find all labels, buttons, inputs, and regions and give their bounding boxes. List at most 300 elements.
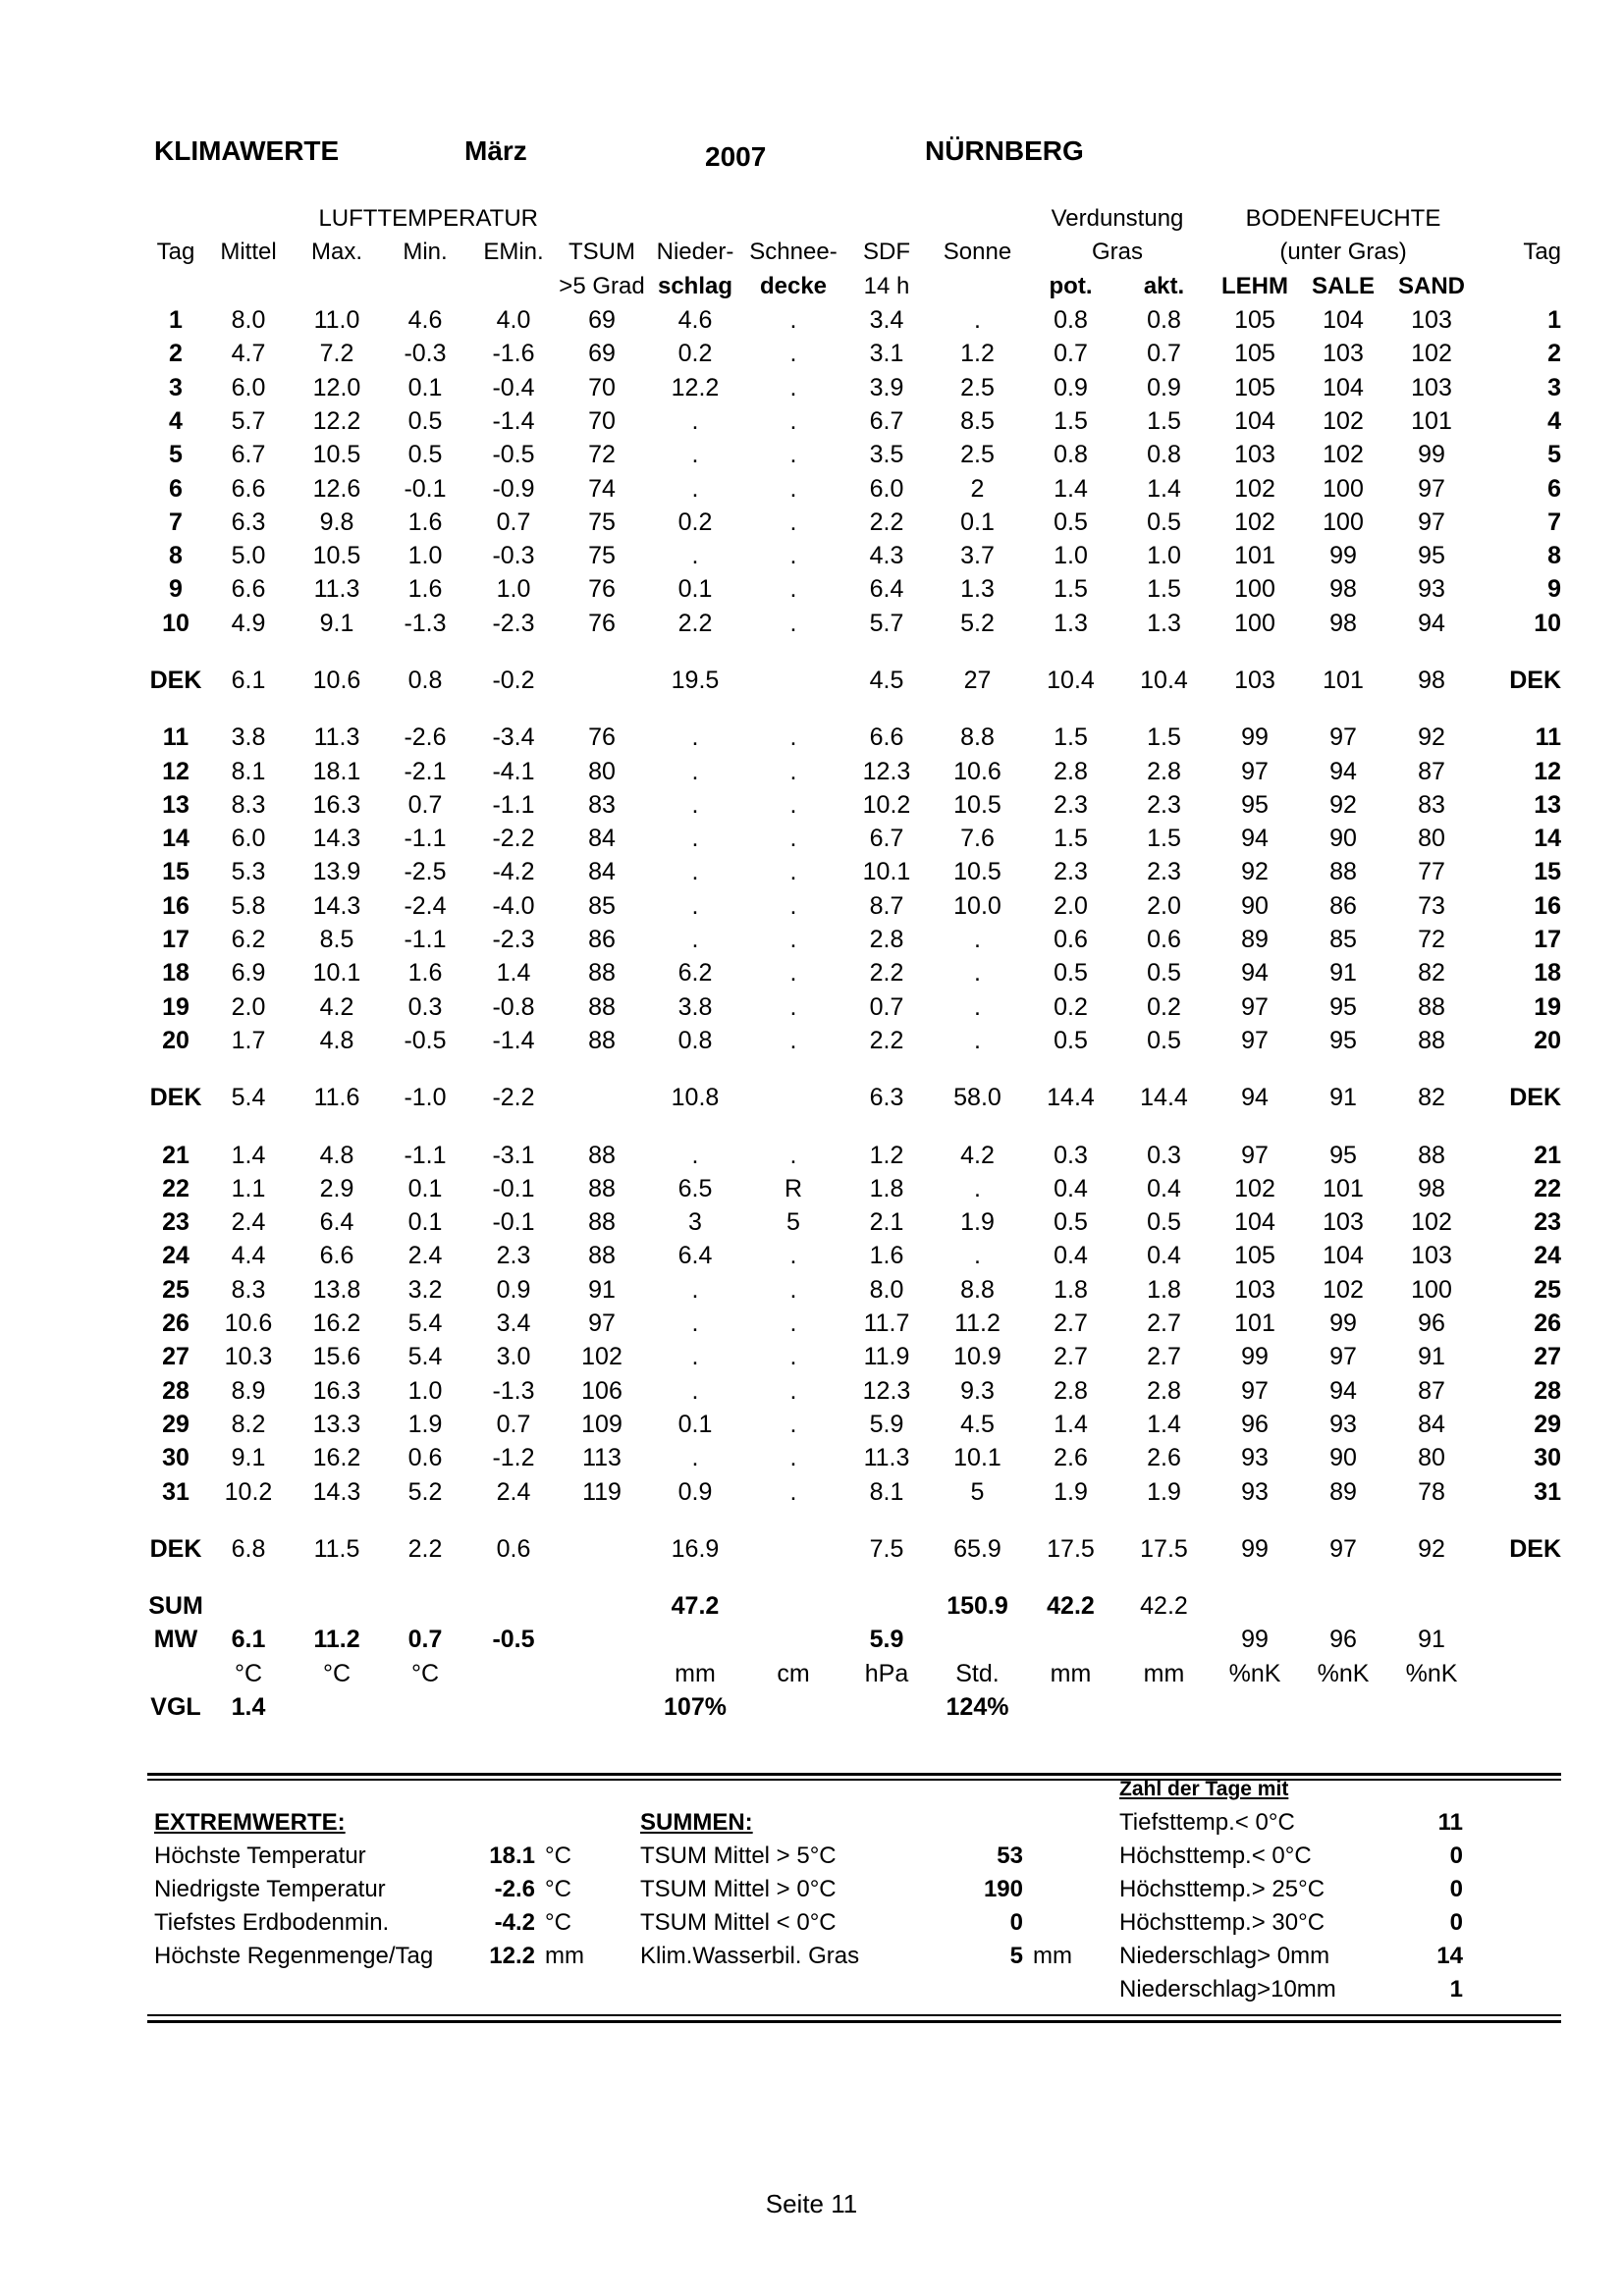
table-cell: 0.5 <box>1054 507 1088 536</box>
table-cell: 119 <box>582 1477 622 1506</box>
table-cell: 1.4 <box>231 1693 266 1722</box>
table-cell: 65.9 <box>953 1534 1001 1563</box>
table-cell: 2.2 <box>407 1534 443 1563</box>
table-cell <box>931 1623 1024 1656</box>
summary-label: Niederschlag> 0mm <box>1119 1943 1330 1969</box>
table-cell: 86 <box>1329 891 1357 920</box>
table-cell: 26 <box>1534 1309 1562 1338</box>
table-cell: 7.2 <box>319 340 354 368</box>
table-cell: 10.6 <box>312 667 361 694</box>
table-cell: 3.5 <box>869 441 904 469</box>
table-cell: 2.4 <box>496 1477 531 1506</box>
table-cell: 17 <box>1534 926 1562 954</box>
table-cell: 15.6 <box>312 1343 361 1371</box>
table-cell: 5 <box>169 441 183 469</box>
summary-label: Höchsttemp.> 30°C <box>1119 1909 1325 1936</box>
summary-value: 1 <box>1449 1976 1463 2002</box>
summary-line <box>1119 1973 1492 2006</box>
table-cell: 8.5 <box>960 406 995 435</box>
table-cell: 19 <box>1534 992 1562 1021</box>
table-cell: 0.2 <box>1147 992 1181 1021</box>
table-cell: 0.6 <box>496 1534 531 1563</box>
table-cell: 30 <box>162 1444 189 1472</box>
summen-block <box>640 1806 1072 2022</box>
table-cell: . <box>789 1444 797 1472</box>
table-cell: 7.5 <box>869 1534 904 1563</box>
table-cell: 91 <box>1418 1343 1445 1371</box>
table-cell <box>558 1589 646 1623</box>
summary-unit: mm <box>1033 1943 1072 1969</box>
table-cell: 0.7 <box>407 790 443 819</box>
table-cell: 0.5 <box>1147 1208 1181 1237</box>
table-cell: 73 <box>1418 891 1445 920</box>
table-cell: 4.5 <box>869 667 904 694</box>
table-cell: . <box>789 1477 797 1506</box>
table-cell: 2.2 <box>869 1026 904 1054</box>
table-cell: 2.3 <box>496 1242 531 1270</box>
table-cell: 103 <box>1411 306 1452 335</box>
table-cell: . <box>789 441 797 469</box>
table-cell: 102 <box>1323 1275 1364 1304</box>
table-cell: 91 <box>1329 959 1357 988</box>
table-cell: 150.9 <box>947 1592 1008 1621</box>
day-row <box>147 438 1561 471</box>
col-unter-gras: (unter Gras) <box>1279 239 1407 266</box>
table-cell: 13.3 <box>312 1410 361 1438</box>
table-cell: . <box>789 373 797 401</box>
divider-bottom <box>147 2020 1561 2023</box>
table-cell: 88 <box>1418 1141 1445 1169</box>
day-row <box>147 1474 1561 1508</box>
table-cell: 6.1 <box>231 1626 266 1654</box>
table-cell: 105 <box>1234 1242 1275 1270</box>
table-cell <box>1211 1589 1299 1623</box>
table-cell: 8.8 <box>960 723 995 752</box>
table-cell: 21 <box>1534 1141 1562 1169</box>
table-cell: 102 <box>1323 441 1364 469</box>
table-cell: 0.4 <box>1054 1242 1088 1270</box>
summary-label: Tiefsttemp.< 0°C <box>1119 1809 1295 1836</box>
table-cell: 1.5 <box>1147 723 1181 752</box>
table-cell: 80 <box>1418 1444 1445 1472</box>
table-cell: 0.5 <box>1147 507 1181 536</box>
summary-value: 14 <box>1436 1943 1463 1969</box>
table-cell: 101 <box>1234 542 1275 570</box>
table-cell: 1.9 <box>1147 1477 1181 1506</box>
table-cell: 98 <box>1329 575 1357 604</box>
col-sand: SAND <box>1398 272 1466 299</box>
table-cell: 23 <box>162 1208 189 1237</box>
table-cell: 3 <box>1547 373 1562 401</box>
table-cell: 6.9 <box>231 959 266 988</box>
table-cell: 97 <box>588 1309 616 1338</box>
table-cell: 28 <box>1534 1376 1562 1405</box>
day-row <box>147 788 1561 822</box>
table-cell: 3.8 <box>677 992 713 1021</box>
table-cell: 10 <box>162 609 189 637</box>
summary-line <box>640 1873 1072 1906</box>
table-cell <box>744 1589 842 1623</box>
summary-label: Klim.Wasserbil. Gras <box>640 1943 860 1969</box>
day-row <box>147 822 1561 855</box>
extremwerte-heading: EXTREMWERTE: <box>154 1809 346 1836</box>
table-cell: . <box>974 926 981 954</box>
day-row <box>147 1441 1561 1474</box>
day-row <box>147 1239 1561 1272</box>
dekade-row <box>147 1081 1561 1114</box>
table-cell: . <box>691 790 699 819</box>
table-cell: 100 <box>1234 609 1275 637</box>
table-cell: . <box>691 1275 699 1304</box>
table-cell: 8.2 <box>231 1410 266 1438</box>
table-cell: 124% <box>946 1693 1009 1722</box>
table-cell: 4.8 <box>319 1141 354 1169</box>
table-cell: 12.2 <box>671 373 720 401</box>
table-cell <box>293 1690 381 1724</box>
table-cell: -1.4 <box>492 1026 535 1054</box>
summary-label: Niedrigste Temperatur <box>154 1876 386 1902</box>
table-cell: 1.6 <box>407 507 443 536</box>
summary-line <box>154 1873 606 1906</box>
table-cell: 10.1 <box>312 959 361 988</box>
table-cell: 11 <box>162 723 189 752</box>
table-cell: 11.2 <box>313 1626 360 1654</box>
table-cell: -1.0 <box>404 1084 447 1112</box>
table-cell: 12.0 <box>312 373 361 401</box>
table-cell: 0.1 <box>677 575 713 604</box>
table-cell: -1.3 <box>492 1376 535 1405</box>
table-cell: 0.5 <box>1054 1026 1088 1054</box>
table-cell: 0.7 <box>496 507 531 536</box>
table-cell: 85 <box>1329 926 1357 954</box>
table-cell: 11.2 <box>954 1309 1001 1338</box>
summary-value: 12.2 <box>489 1943 535 1969</box>
table-cell: 69 <box>588 340 616 368</box>
table-cell: -1.1 <box>404 926 447 954</box>
table-cell: 29 <box>1534 1410 1562 1438</box>
summary-value: 5 <box>1009 1943 1023 1969</box>
table-cell: 4.8 <box>319 1026 354 1054</box>
table-cell: 4.6 <box>407 306 443 335</box>
table-cell: 1.5 <box>1147 406 1181 435</box>
table-cell: 42.2 <box>1047 1592 1095 1621</box>
table-cell: 0.1 <box>960 507 995 536</box>
table-cell: 5.2 <box>960 609 995 637</box>
table-cell: . <box>789 825 797 853</box>
table-cell: . <box>789 1141 797 1169</box>
table-cell: 24 <box>162 1242 189 1270</box>
day-row <box>147 923 1561 956</box>
table-cell: 76 <box>588 609 616 637</box>
divider-bottom-inner <box>147 2014 1561 2016</box>
summary-line <box>154 1840 606 1873</box>
table-cell: 0.1 <box>677 1410 713 1438</box>
table-cell: 84 <box>1418 1410 1445 1438</box>
table-cell: . <box>789 575 797 604</box>
summary-value: 18.1 <box>489 1842 535 1869</box>
table-cell <box>469 1589 558 1623</box>
table-cell: 5.4 <box>407 1343 443 1371</box>
col-sonne: Sonne <box>943 239 1012 266</box>
col-sdf-sub: 14 h <box>863 272 910 299</box>
table-cell: . <box>789 609 797 637</box>
table-cell: 13.8 <box>312 1275 361 1304</box>
table-cell: 93 <box>1329 1410 1357 1438</box>
table-cell: 97 <box>1418 507 1445 536</box>
table-cell: 91 <box>1418 1626 1445 1654</box>
table-cell: 103 <box>1234 1275 1275 1304</box>
table-cell: 0.1 <box>407 1208 443 1237</box>
table-cell: 101 <box>1234 1309 1275 1338</box>
table-cell: -2.2 <box>492 825 535 853</box>
table-cell: 4.2 <box>319 992 354 1021</box>
extremwerte-block <box>154 1806 606 2022</box>
table-cell: 90 <box>1329 1444 1357 1472</box>
table-cell: 1.9 <box>407 1410 443 1438</box>
table-cell: 10.9 <box>953 1343 1001 1371</box>
table-cell: 92 <box>1418 723 1445 752</box>
table-cell: 92 <box>1241 858 1269 886</box>
table-cell: 0.5 <box>1147 959 1181 988</box>
table-cell: 2.3 <box>1147 790 1181 819</box>
table-cell: 4.6 <box>677 306 713 335</box>
table-cell: 88 <box>588 1026 616 1054</box>
table-cell: 76 <box>588 575 616 604</box>
table-cell: 10.8 <box>671 1084 720 1112</box>
table-cell: . <box>789 507 797 536</box>
table-cell: 2 <box>1547 340 1562 368</box>
table-cell: 13.9 <box>312 858 361 886</box>
table-cell: 103 <box>1323 1208 1364 1237</box>
table-cell: 5.7 <box>869 609 904 637</box>
col-tsum: TSUM <box>568 239 635 266</box>
table-cell: 2.6 <box>1054 1444 1088 1472</box>
table-cell: hPa <box>864 1659 909 1687</box>
table-cell: 95 <box>1241 790 1269 819</box>
table-cell: 10.5 <box>953 790 1001 819</box>
table-cell: 9.1 <box>319 609 354 637</box>
summary-label: Höchste Regenmenge/Tag <box>154 1943 434 1969</box>
table-cell: 93 <box>1241 1444 1269 1472</box>
table-cell: 0.3 <box>407 992 443 1021</box>
table-cell: 0.8 <box>677 1026 713 1054</box>
summary-value: -2.6 <box>494 1876 535 1902</box>
table-cell: . <box>691 926 699 954</box>
day-row <box>147 956 1561 989</box>
table-cell: 27 <box>162 1343 189 1371</box>
table-cell: 98 <box>1329 609 1357 637</box>
summary-line <box>1119 1906 1492 1940</box>
col-max: Max. <box>310 239 362 266</box>
table-cell: -1.1 <box>404 825 447 853</box>
table-cell: 86 <box>588 926 616 954</box>
table-cell: 0.1 <box>407 1174 443 1202</box>
table-cell: 6.4 <box>677 1242 713 1270</box>
table-cell: 11.6 <box>313 1084 360 1112</box>
table-cell: 14 <box>1534 825 1562 853</box>
table-cell: 83 <box>1418 790 1445 819</box>
table-cell <box>842 1690 931 1724</box>
table-cell: 3.8 <box>231 723 266 752</box>
table-cell: 94 <box>1241 959 1269 988</box>
table-cell: 1.4 <box>231 1141 266 1169</box>
table-cell: 14.3 <box>312 1477 361 1506</box>
table-cell: -1.4 <box>492 406 535 435</box>
col-emin: EMin. <box>483 239 544 266</box>
table-cell <box>1476 1589 1561 1623</box>
day-row <box>147 1340 1561 1373</box>
table-cell: 10.6 <box>224 1309 273 1338</box>
table-cell: . <box>789 542 797 570</box>
table-cell: 16.3 <box>312 1376 361 1405</box>
spacer-cell <box>147 1114 1561 1138</box>
table-cell: 72 <box>588 441 616 469</box>
table-cell: R <box>784 1174 803 1202</box>
table-cell: . <box>789 1026 797 1054</box>
table-cell: 97 <box>1329 1534 1357 1563</box>
table-cell: 97 <box>1241 1026 1269 1054</box>
table-cell: %nK <box>1317 1659 1370 1687</box>
table-cell: 1.1 <box>231 1174 266 1202</box>
summary-value: -4.2 <box>494 1909 535 1936</box>
table-cell: 0.8 <box>1054 441 1088 469</box>
table-cell: 1.5 <box>1054 723 1088 752</box>
table-cell: -2.4 <box>404 891 447 920</box>
table-cell: DEK <box>1509 1084 1562 1112</box>
verdunstung-header: Verdunstung <box>1051 205 1184 233</box>
col-nieder-sub: schlag <box>657 272 733 299</box>
table-cell: 17.5 <box>1140 1534 1188 1563</box>
table-cell <box>1117 1623 1211 1656</box>
table-cell: . <box>789 1242 797 1270</box>
table-cell: 6.7 <box>231 441 266 469</box>
table-cell: 2 <box>169 340 183 368</box>
table-cell: . <box>789 1410 797 1438</box>
table-cell: . <box>691 1141 699 1169</box>
table-cell: 1.4 <box>1147 474 1181 503</box>
table-cell: 24 <box>1534 1242 1562 1270</box>
day-row <box>147 572 1561 606</box>
table-cell: 94 <box>1418 609 1445 637</box>
table-cell: 89 <box>1329 1477 1357 1506</box>
table-cell: 99 <box>1241 1534 1269 1563</box>
table-cell: 101 <box>1323 1174 1364 1202</box>
spacer-cell <box>147 697 1561 721</box>
table-cell: . <box>789 926 797 954</box>
table-cell: 5.9 <box>869 1410 904 1438</box>
day-row <box>147 506 1561 539</box>
table-cell: 1.5 <box>1054 406 1088 435</box>
table-cell: . <box>789 306 797 335</box>
day-row <box>147 754 1561 787</box>
table-cell: -1.2 <box>492 1444 535 1472</box>
table-cell <box>646 1623 744 1656</box>
summary-label: TSUM Mittel > 0°C <box>640 1876 837 1902</box>
table-cell: 10.6 <box>953 757 1001 785</box>
table-cell: 91 <box>1329 1084 1357 1112</box>
table-cell: 95 <box>1329 992 1357 1021</box>
table-cell: 0.7 <box>1054 340 1088 368</box>
table-cell: 2.0 <box>1054 891 1088 920</box>
table-cell: 0.8 <box>1147 306 1181 335</box>
table-cell: 6.4 <box>319 1208 354 1237</box>
table-cell: 13 <box>162 790 189 819</box>
table-cell: 0.5 <box>407 406 443 435</box>
table-cell: 5.2 <box>407 1477 443 1506</box>
table-cell <box>1387 1589 1476 1623</box>
table-cell: 4.0 <box>496 306 531 335</box>
summary-label: TSUM Mittel < 0°C <box>640 1909 837 1936</box>
table-cell: 1.9 <box>1054 1477 1088 1506</box>
day-row <box>147 889 1561 923</box>
table-cell: 1.4 <box>1054 474 1088 503</box>
col-nieder: Nieder- <box>656 239 734 266</box>
table-cell: 96 <box>1418 1309 1445 1338</box>
table-cell: 42.2 <box>1140 1592 1188 1621</box>
table-cell: 1.3 <box>960 575 995 604</box>
table-cell: 1.6 <box>869 1242 904 1270</box>
day-row <box>147 337 1561 370</box>
table-cell: 4.5 <box>960 1410 995 1438</box>
table-cell: °C <box>234 1659 263 1687</box>
table-cell <box>744 1623 842 1656</box>
table-cell: 103 <box>1234 441 1275 469</box>
table-cell: 20 <box>1534 1026 1562 1054</box>
table-cell: cm <box>777 1659 810 1687</box>
table-cell: 30 <box>1534 1444 1562 1472</box>
table-cell: -2.2 <box>492 1084 535 1112</box>
table-cell: . <box>691 825 699 853</box>
table-cell: 113 <box>582 1444 622 1472</box>
table-cell: . <box>789 1343 797 1371</box>
table-cell: 5 <box>786 1208 800 1237</box>
table-cell: 8.8 <box>960 1275 995 1304</box>
table-cell: 6 <box>1547 474 1562 503</box>
table-cell: -0.8 <box>492 992 535 1021</box>
table-cell: . <box>691 891 699 920</box>
table-cell: °C <box>322 1659 352 1687</box>
table-cell: 16 <box>162 891 189 920</box>
sum-row <box>147 1589 1561 1623</box>
table-cell: 0.2 <box>677 507 713 536</box>
summary-body <box>147 1566 1561 1724</box>
table-cell: 2.7 <box>1054 1343 1088 1371</box>
table-cell: 88 <box>1418 992 1445 1021</box>
table-cell <box>558 664 646 697</box>
table-cell: 3 <box>169 373 183 401</box>
table-cell <box>1387 1690 1476 1724</box>
table-cell: 1.5 <box>1147 575 1181 604</box>
table-cell: -1.1 <box>404 1141 447 1169</box>
table-cell <box>381 1690 469 1724</box>
table-cell: 0.5 <box>1147 1026 1181 1054</box>
table-cell: 10.5 <box>312 441 361 469</box>
table-cell <box>842 1589 931 1623</box>
table-cell: 11.0 <box>313 306 360 335</box>
table-cell: 2.3 <box>1054 790 1088 819</box>
summary-value: 0 <box>1449 1909 1463 1936</box>
table-cell: 100 <box>1411 1275 1452 1304</box>
table-cell: -1.6 <box>492 340 535 368</box>
table-cell: -0.5 <box>404 1026 447 1054</box>
table-cell: 88 <box>588 1174 616 1202</box>
table-cell: 27 <box>963 667 992 694</box>
table-cell: 1.0 <box>496 575 531 604</box>
table-cell: 6.6 <box>319 1242 354 1270</box>
table-cell: 6.1 <box>231 667 266 694</box>
table-cell: 2.9 <box>319 1174 354 1202</box>
table-cell: 0.8 <box>1147 441 1181 469</box>
